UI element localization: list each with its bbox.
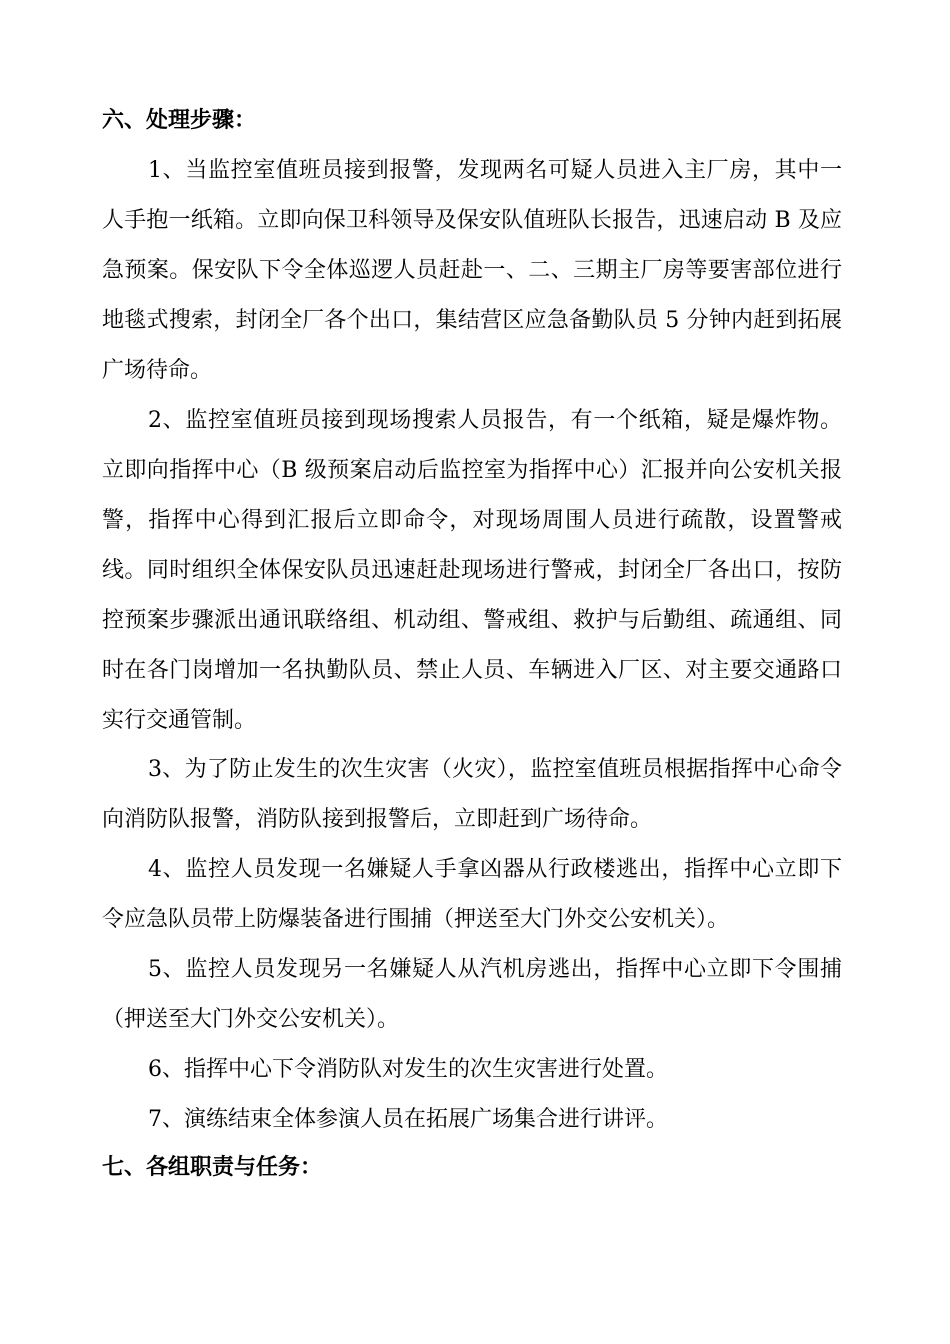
step-paragraph-5: 5、监控人员发现另一名嫌疑人从汽机房逃出，指挥中心立即下令围捕（押送至大门外交公安机关）。 xyxy=(102,957,842,1032)
step-paragraph-4: 4、监控人员发现一名嫌疑人手拿凶器从行政楼逃出，指挥中心立即下令应急队员带上防爆装备进行围捕（押送至大门外交公安机关）。 xyxy=(102,857,842,932)
section-heading-processing-steps: 六、处理步骤： xyxy=(102,107,257,133)
section-heading-group-duties: 七、各组职责与任务： xyxy=(102,1154,323,1180)
step-paragraph-1: 1、当监控室值班员接到报警，发现两名可疑人员进入主厂房，其中一人手抱一纸箱。立即向保卫科领导及保安队值班队长报告，迅速启动 B 及应急预案。保安队下令全体巡逻人员赶赴一、二、三期主厂房等要害部位进行地毯式搜索，封闭全厂各个出口，集结营区应急备勤队员 5 分钟内赶到拓展广场待命。 xyxy=(102,158,842,383)
step-paragraph-6: 6、指挥中心下令消防队对发生的次生灾害进行处置。 xyxy=(148,1057,668,1082)
step-paragraph-7: 7、演练结束全体参演人员在拓展广场集合进行讲评。 xyxy=(148,1107,668,1132)
step-paragraph-2: 2、监控室值班员接到现场搜索人员报告，有一个纸箱，疑是爆炸物。立即向指挥中心（B 级预案启动后监控室为指挥中心）汇报并向公安机关报警，指挥中心得到汇报后立即命令，对现场周围人员进行疏散，设置警戒线。同时组织全体保安队员迅速赶赴现场进行警戒，封闭全厂各出口，按防控预案步骤派出通讯联络组、机动组、警戒组、救护与后勤组、疏通组、同时在各门岗增加一名执勤队员、禁止人员、车辆进入厂区、对主要交通路口实行交通管制。 xyxy=(102,408,842,733)
step-paragraph-3: 3、为了防止发生的次生灾害（火灾），监控室值班员根据指挥中心命令向消防队报警，消防队接到报警后，立即赶到广场待命。 xyxy=(102,757,842,832)
